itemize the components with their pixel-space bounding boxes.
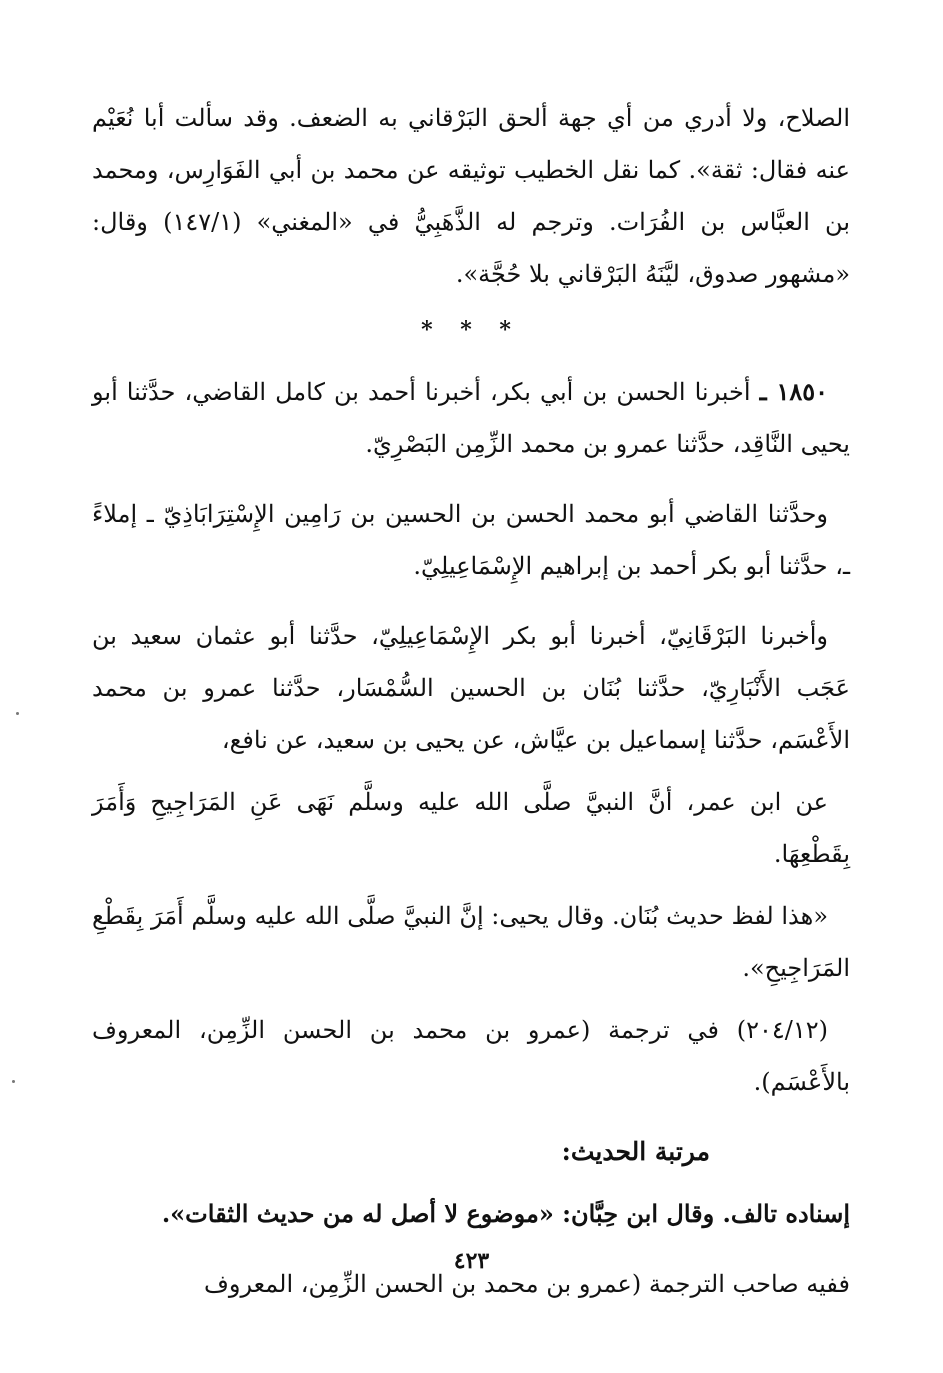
document-page <box>92 92 850 1328</box>
hadith-note: «هذا لفظ حديث بُنَان. وقال يحيى: إنَّ النبيَّ صلَّى الله عليه وسلَّم أَمَرَ بِقَطْعِ المَرَاجِيحِ». <box>92 902 850 982</box>
page-number: ٤٢٣ <box>453 1248 490 1274</box>
section-heading: مرتبة الحديث: <box>561 1137 710 1166</box>
source-reference: (٢٠٤/١٢) في ترجمة (عمرو بن محمد بن الحسن الزِّمِن، المعروف بالأَعْسَم). <box>92 1016 850 1096</box>
hadith-second-chain: وحدَّثنا القاضي أبو محمد الحسن بن الحسين بن رَامِين الإِسْتِرَابَاذِيّ ـ إملاءً ـ، حدَّثنا أبو بكر أحمد بن إبراهيم الإِسْمَاعِيلِيّ. <box>92 500 850 580</box>
hadith-number: ١٨٥٠ ـ <box>759 377 828 406</box>
section-separator: * * * <box>421 317 521 343</box>
scan-speck <box>12 1080 15 1083</box>
hadith-chain-text: أخبرنا الحسن بن أبي بكر، أخبرنا أحمد بن كامل القاضي، حدَّثنا أبو يحيى النَّاقِد، حدَّثنا عمرو بن محمد الزِّمِن البَصْرِيّ. <box>92 378 850 458</box>
grading-explanation: ففيه صاحب الترجمة (عمرو بن محمد بن الحسن الزِّمِن، المعروف <box>203 1270 850 1298</box>
scan-speck <box>16 712 19 715</box>
hadith-third-chain: وأخبرنا البَرْقَانِيّ، أخبرنا أبو بكر الإِسْمَاعِيلِيّ، حدَّثنا أبو عثمان سعيد بن عَجَب الأَنْبَارِيّ، حدَّثنا بُنَان بن الحسين السُّمْسَار، حدَّثنا عمرو بن محمد الأَعْسَم، حدَّثنا إسماعيل بن عيَّاش، عن يحيى بن سعيد، عن نافع، <box>92 622 850 754</box>
hadith-1850-first-chain <box>92 366 850 470</box>
hadith-matn: عن ابن عمر، أنَّ النبيَّ صلَّى الله عليه وسلَّم نَهَى عَنِ المَرَاجِيحِ وَأَمَرَ بِقَطْعِهَا. <box>92 788 850 868</box>
grading-statement: إسناده تالف. وقال ابن حِبَّان: «موضوع لا أصل له من حديث الثقات». <box>161 1199 850 1228</box>
paragraph-continuation: الصلاح، ولا أدري من أي جهة ألحق البَرْقاني به الضعف. وقد سألت أبا نُعَيْم عنه فقال: ثقة». كما نقل الخطيب توثيقه عن محمد بن أبي الفَوَارِس، ومحمد بن العبَّاس بن الفُرَات. وترجم له الذَّهَبِيُّ في «المغني» (١٤٧/١) وقال: «مشهور صدوق، ليَّنَهُ البَرْقاني بلا حُجَّة». <box>92 104 851 288</box>
